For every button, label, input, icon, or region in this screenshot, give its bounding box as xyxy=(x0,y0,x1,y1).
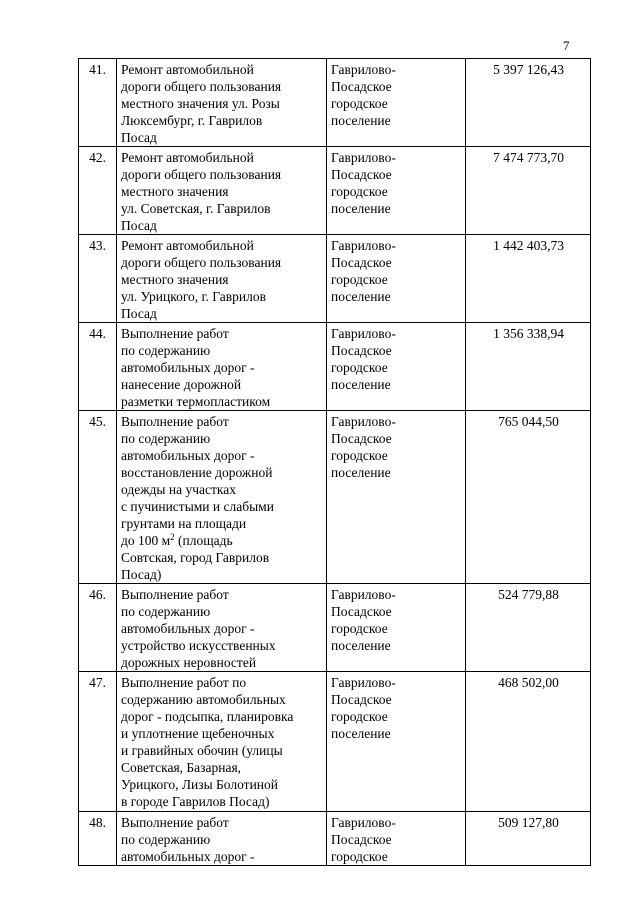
amount: 1 442 403,73 xyxy=(466,235,591,323)
amount: 1 356 338,94 xyxy=(466,323,591,411)
amount: 524 779,88 xyxy=(466,584,591,672)
works-table xyxy=(78,58,591,866)
work-description: Выполнение работ по содержанию автомобильных дорог - нанесение дорожной разметки термопластиком xyxy=(117,323,327,411)
row-number: 44. xyxy=(79,323,117,411)
amount: 7 474 773,70 xyxy=(466,147,591,235)
amount: 509 127,80 xyxy=(466,812,591,866)
row-number: 43. xyxy=(79,235,117,323)
work-description: Выполнение работ по содержанию автомобильных дорог - устройство искусственных дорожных неровностей xyxy=(117,584,327,672)
municipality: Гаврилово- Посадское городское xyxy=(327,812,466,866)
page-number: 7 xyxy=(563,38,570,53)
work-description: Выполнение работ по содержанию автомобильных дорог - xyxy=(117,812,327,866)
table-row xyxy=(79,812,591,866)
municipality: Гаврилово- Посадское городское поселение xyxy=(327,672,466,812)
table-row xyxy=(79,147,591,235)
municipality: Гаврилово- Посадское городское поселение xyxy=(327,323,466,411)
row-number: 48. xyxy=(79,812,117,866)
work-description: Ремонт автомобильной дороги общего пользования местного значения ул. Урицкого, г. Гаврилов Посад xyxy=(117,235,327,323)
row-number: 41. xyxy=(79,59,117,147)
row-number: 47. xyxy=(79,672,117,812)
table-row xyxy=(79,672,591,812)
amount: 468 502,00 xyxy=(466,672,591,812)
amount: 5 397 126,43 xyxy=(466,59,591,147)
work-description-text: Выполнение работ по содержанию автомобильных дорог - восстановление дорожной одежды на участках с пучинистыми и слабыми грунтами на площади до 100 м xyxy=(121,414,274,548)
table-row xyxy=(79,584,591,672)
municipality: Гаврилово- Посадское городское поселение xyxy=(327,59,466,147)
table-row xyxy=(79,59,591,147)
table-row xyxy=(79,323,591,411)
work-description-text: (площадь Совтская, город Гаврилов Посад) xyxy=(121,533,270,582)
row-number: 42. xyxy=(79,147,117,235)
row-number: 46. xyxy=(79,584,117,672)
table-row xyxy=(79,235,591,323)
municipality: Гаврилово- Посадское городское поселение xyxy=(327,235,466,323)
table-row xyxy=(79,411,591,584)
work-description: Ремонт автомобильной дороги общего пользования местного значения ул. Советская, г. Гаврилов Посад xyxy=(117,147,327,235)
municipality: Гаврилово- Посадское городское поселение xyxy=(327,584,466,672)
municipality: Гаврилово- Посадское городское поселение xyxy=(327,411,466,584)
amount: 765 044,50 xyxy=(466,411,591,584)
superscript: 2 xyxy=(170,532,175,542)
municipality: Гаврилово- Посадское городское поселение xyxy=(327,147,466,235)
work-description xyxy=(117,411,327,584)
work-description: Ремонт автомобильной дороги общего пользования местного значения ул. Розы Люксембург, г. Гаврилов Посад xyxy=(117,59,327,147)
row-number: 45. xyxy=(79,411,117,584)
work-description: Выполнение работ по содержанию автомобильных дорог - подсыпка, планировка и уплотнение щебеночных и гравийных обочин (улицы Советская, Базарная, Урицкого, Лизы Болотиной в городе Гаврилов Посад) xyxy=(117,672,327,812)
